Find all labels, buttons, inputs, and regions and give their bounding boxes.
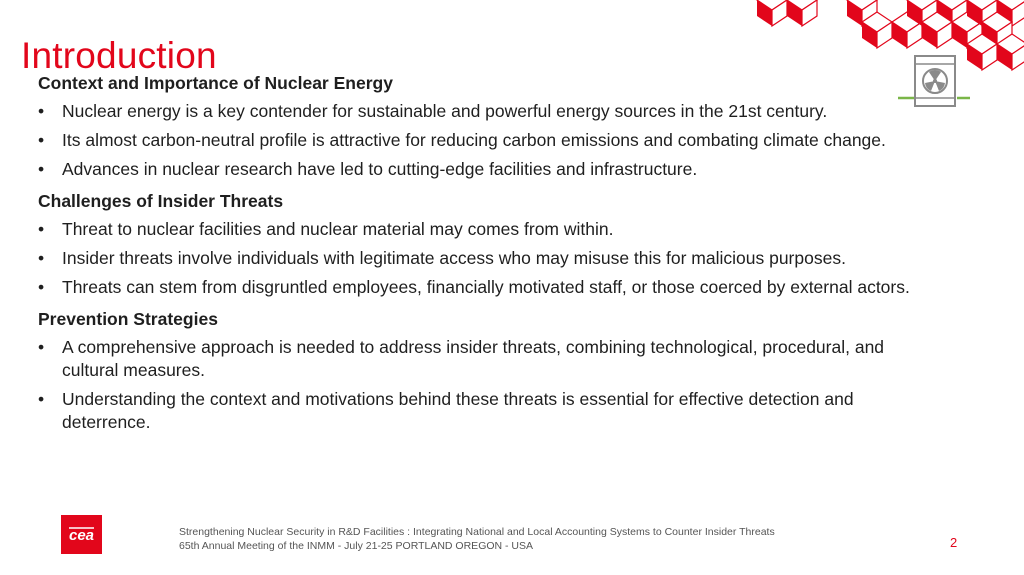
- section-prevention: [38, 307, 943, 434]
- footer-text: [179, 526, 775, 553]
- bullet-item: • Its almost carbon-neutral profile is attractive for reducing carbon emissions and combating climate change.: [38, 130, 886, 150]
- bullet-list: [38, 336, 943, 434]
- slide-title: Introduction: [21, 35, 217, 76]
- bullet-list: [38, 218, 943, 299]
- section-heading: Challenges of Insider Threats: [38, 191, 284, 211]
- section-heading: Context and Importance of Nuclear Energy: [38, 73, 393, 93]
- slide-content: [38, 71, 943, 442]
- bullet-item: • Insider threats involve individuals with legitimate access who may misuse this for malicious purposes.: [38, 248, 846, 268]
- svg-text:cea: cea: [68, 527, 95, 544]
- section-nuclear-energy: [38, 71, 943, 181]
- bullet-list: [38, 100, 943, 181]
- bullet-item: • Understanding the context and motivations behind these threats is essential for effective detection and deterrence.: [38, 389, 854, 432]
- page-number: 2: [950, 535, 958, 550]
- cea-logo: [61, 515, 102, 554]
- bullet-item: • A comprehensive approach is needed to address insider threats, combining technological, procedural, and cultural measures.: [38, 337, 885, 380]
- bullet-item: • Nuclear energy is a key contender for sustainable and powerful energy sources in the 21st century.: [38, 101, 828, 121]
- bullet-item: • Threats can stem from disgruntled employees, financially motivated staff, or those coerced by external actors.: [38, 277, 910, 297]
- bullet-item: • Threat to nuclear facilities and nuclear material may comes from within.: [38, 219, 614, 239]
- section-insider-threats: [38, 189, 943, 299]
- section-heading: Prevention Strategies: [38, 309, 218, 329]
- bullet-item: • Advances in nuclear research have led to cutting-edge facilities and infrastructure.: [38, 159, 698, 179]
- footer-line-1: Strengthening Nuclear Security in R&D Facilities : Integrating National and Local Accounting Systems to Counter Insider Threats: [179, 526, 775, 538]
- cea-logo-mark: [61, 515, 102, 554]
- cube-pattern-icon: [740, 0, 1024, 80]
- footer-line-2: 65th Annual Meeting of the INMM - July 21-25 PORTLAND OREGON - USA: [179, 539, 534, 552]
